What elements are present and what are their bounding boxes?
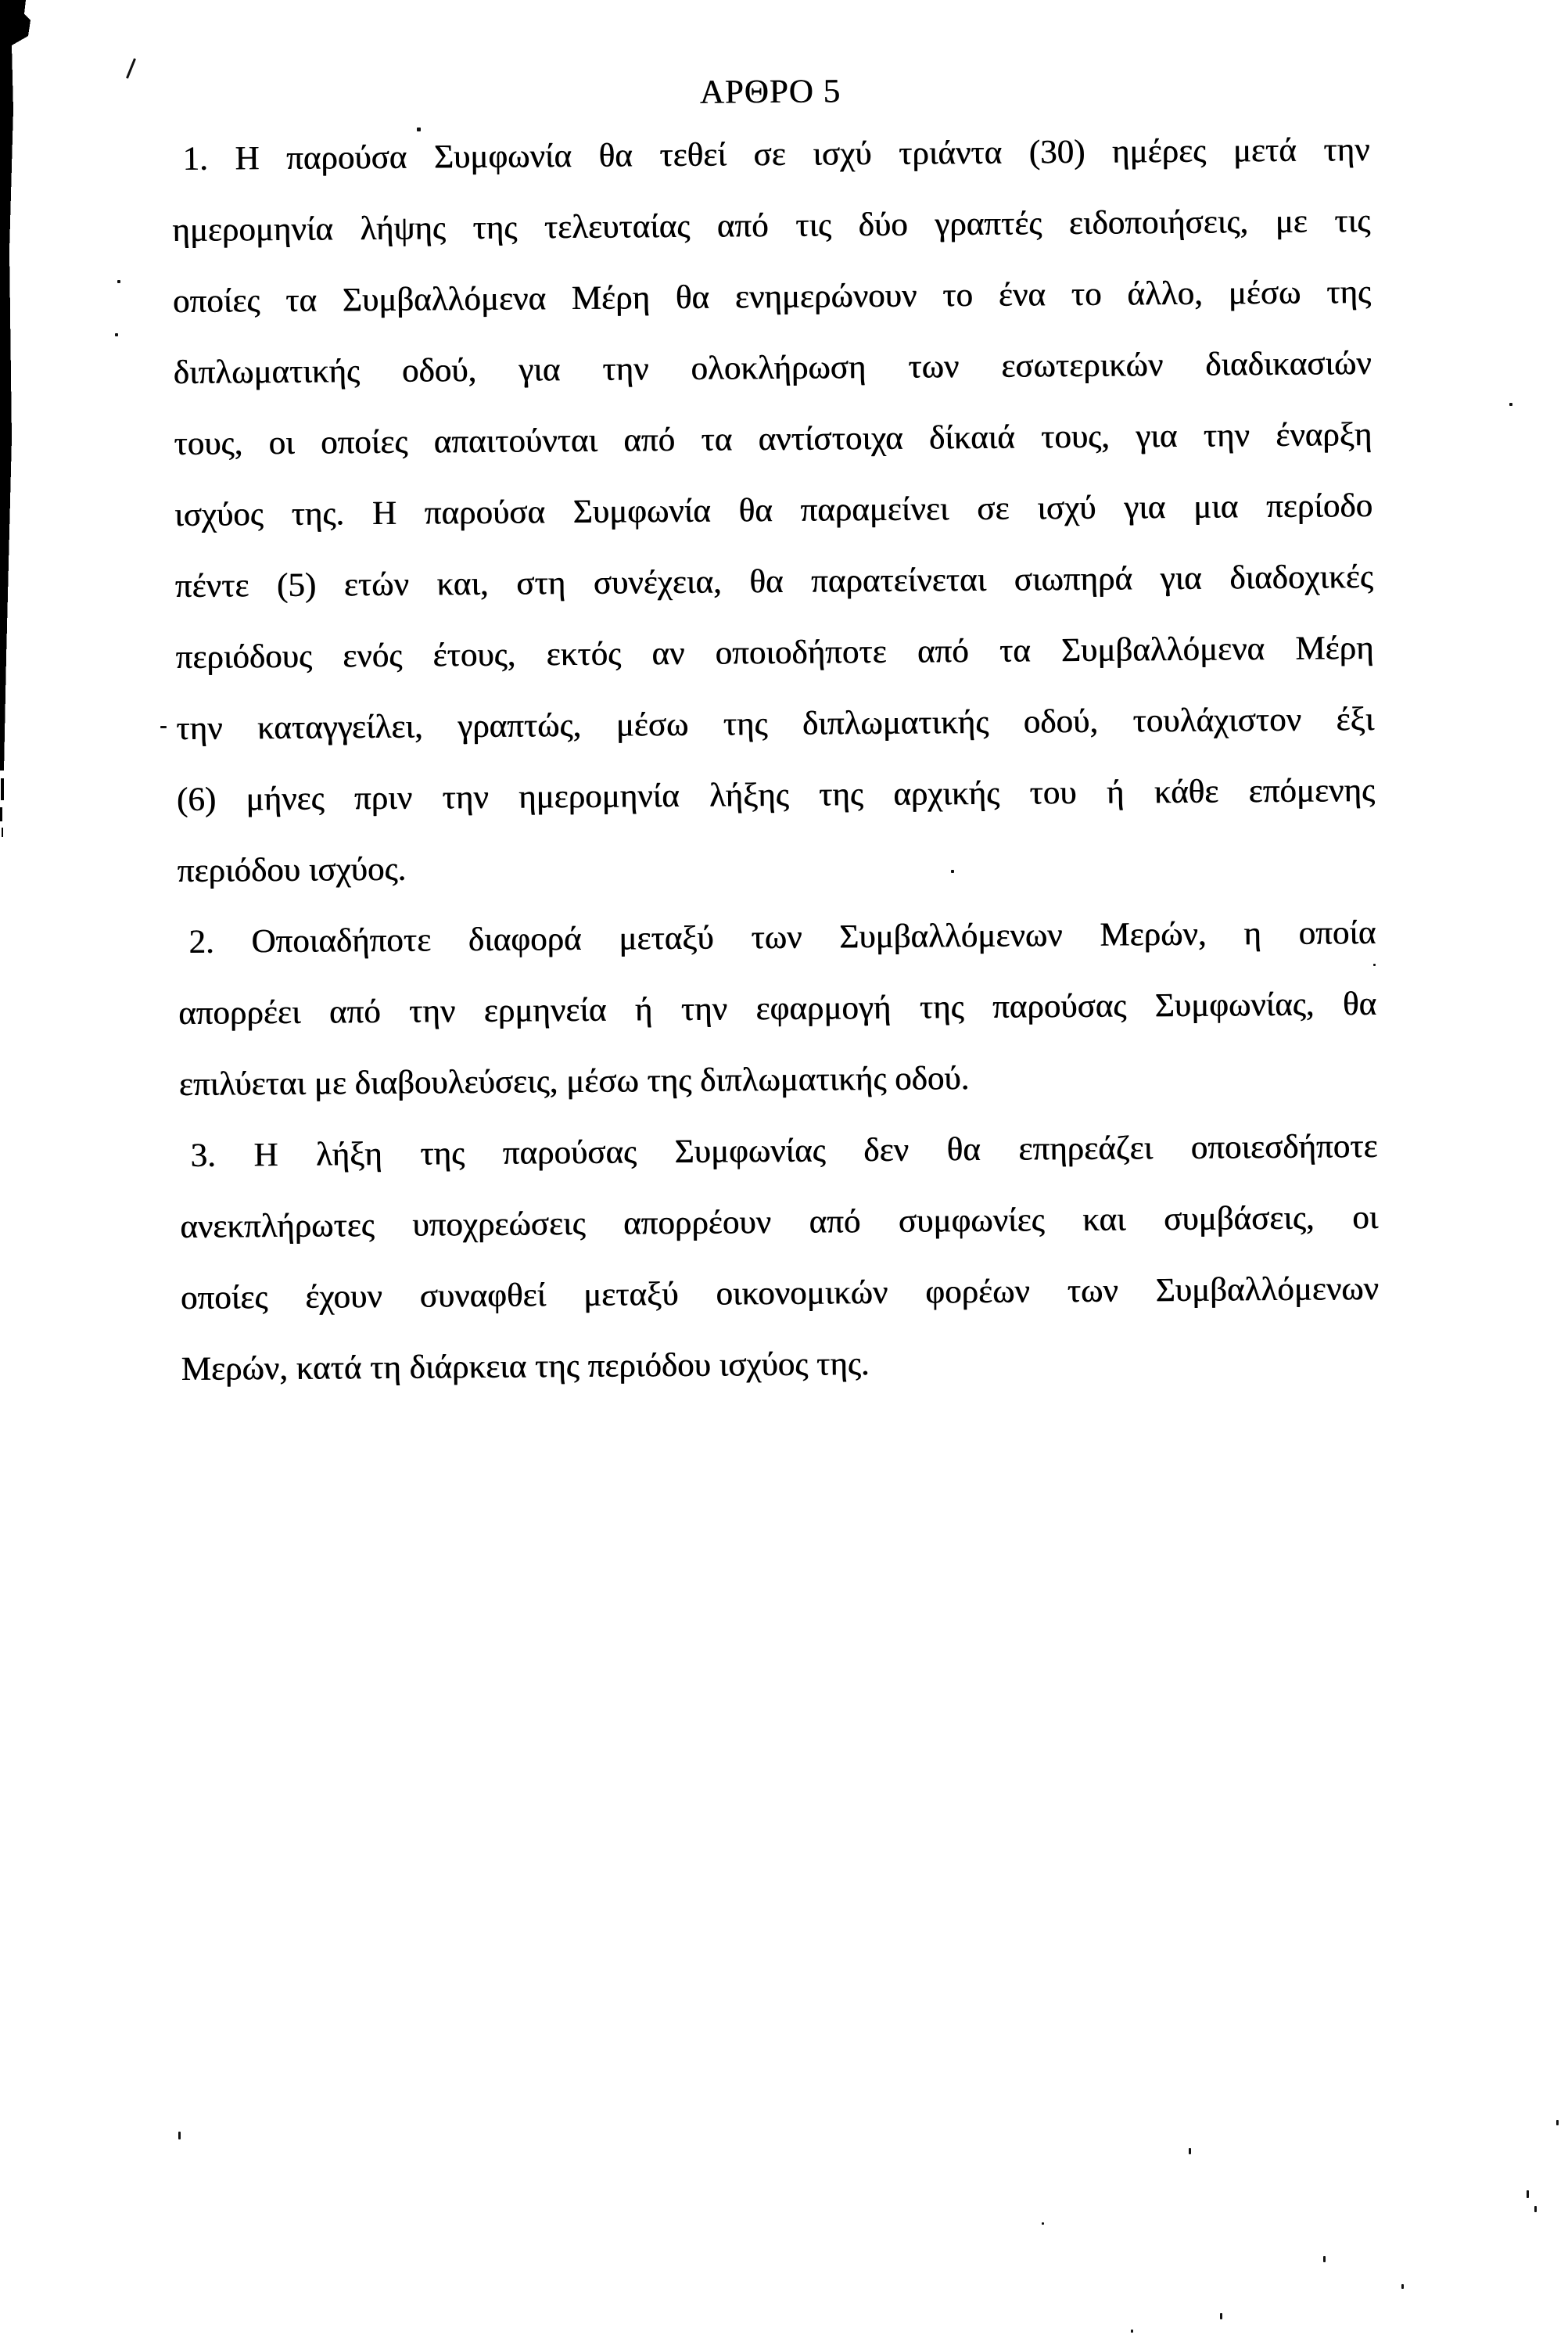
text-line: περιόδου ισχύος.	[177, 850, 407, 890]
text-line: πέντε (5) ετών και, στη συνέχεια, θα παρατείνεται σιωπηρά για διαδοχικές	[174, 558, 1373, 605]
text-line: επιλύεται με διαβουλεύσεις, μέσω της διπλωματικής οδού.	[178, 1060, 970, 1104]
text-line: ημερομηνία λήψης της τελευταίας από τις δύο γραπτές ειδοποιήσεις, με τις	[172, 203, 1371, 250]
text-line: ισχύος της. Η παρούσα Συμφωνία θα παραμείνει σε ισχύ για μια περίοδο	[174, 487, 1373, 534]
scan-artifact-left-bar	[0, 0, 47, 939]
text-line: απορρέει από την ερμηνεία ή την εφαρμογή της παρούσας Συμφωνίας, θα	[178, 985, 1377, 1033]
scan-speck	[1527, 2190, 1529, 2198]
text-line: τους, οι οποίες απαιτούνται από τα αντίστοιχα δίκαιά τους, για την έναρξη	[174, 415, 1372, 463]
scan-slash-mark	[126, 58, 136, 78]
scan-speck	[1220, 2313, 1222, 2319]
scan-speck	[115, 333, 118, 336]
scan-speck	[1323, 2256, 1326, 2262]
text-line: διπλωματικής οδού, για την ολοκλήρωση των εσωτερικών διαδικασιών	[173, 344, 1372, 392]
text-line: (6) μήνες πριν την ημερομηνία λήξης της αρχικής του ή κάθε επόμενης	[176, 771, 1376, 819]
scan-speck	[1556, 2120, 1559, 2125]
scan-speck	[1509, 403, 1512, 406]
article-content	[170, 0, 1387, 2335]
scan-speck	[160, 726, 167, 728]
text-line: οποίες έχουν συναφθεί μεταξύ οικονομικών φορέων των Συμβαλλόμενων	[180, 1270, 1380, 1317]
scan-speck	[417, 128, 421, 131]
scan-speck	[1534, 2206, 1537, 2212]
text-line: 1. Η παρούσα Συμφωνία θα τεθεί σε ισχύ τριάντα (30) ημέρες μετά την	[182, 131, 1370, 178]
scan-speck	[178, 2132, 181, 2139]
text-line: ανεκπλήρωτες υποχρεώσεις απορρέουν από συμφωνίες και συμβάσεις, οι	[180, 1198, 1379, 1245]
scan-speck	[1189, 2148, 1191, 2154]
scan-speck	[1042, 2222, 1044, 2225]
article-body	[171, 114, 1380, 1405]
text-line: 2. Οποιαδήποτε διαφορά μεταξύ των Συμβαλλόμενων Μερών, η οποία	[188, 914, 1376, 961]
text-line: Μερών, κατά τη διάρκεια της περιόδου ισχύος της.	[181, 1345, 870, 1388]
text-line: 3. Η λήξη της παρούσας Συμφωνίας δεν θα επηρεάζει οποιεσδήποτε	[190, 1127, 1378, 1174]
text-line: περιόδους ενός έτους, εκτός αν οποιοδήποτε από τα Συμβαλλόμενα Μέρη	[175, 629, 1374, 677]
scan-speck	[1401, 2284, 1404, 2289]
text-line: οποίες τα Συμβαλλόμενα Μέρη θα ενημερώνουν το ένα το άλλο, μέσω της	[172, 274, 1372, 321]
scan-speck	[951, 870, 954, 873]
scan-speck	[117, 280, 120, 283]
article-heading: ΑΡΘΡΟ 5	[699, 73, 841, 111]
scan-speck	[1373, 964, 1376, 966]
text-line: την καταγγείλει, γραπτώς, μέσω της διπλωματικής οδού, τουλάχιστον έξι	[176, 700, 1375, 748]
scan-speck	[1131, 2330, 1133, 2333]
